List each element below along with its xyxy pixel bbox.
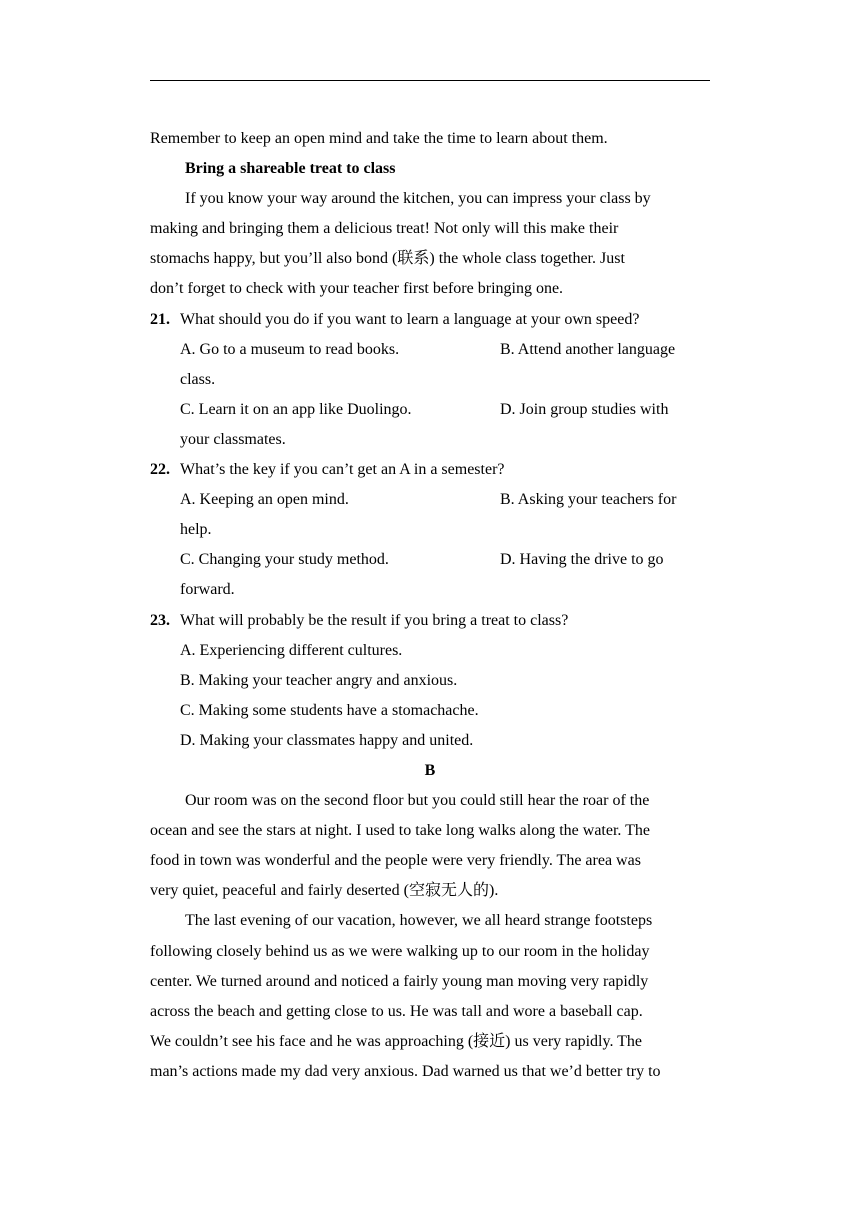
option-d: D. Making your classmates happy and united. <box>180 731 474 749</box>
header-rule <box>150 80 710 81</box>
paragraph-line: man’s actions made my dad very anxious. Dad warned us that we’d better try to <box>150 1062 661 1080</box>
question-number: 21. <box>150 310 170 328</box>
option-d: D. Having the drive to go <box>500 551 664 569</box>
option-row <box>150 485 710 515</box>
question-stem: What will probably be the result if you bring a treat to class? <box>180 611 569 629</box>
paragraph-line: very quiet, peaceful and fairly deserted (空寂无人的). <box>150 882 499 900</box>
paragraph-line: stomachs happy, but you’ll also bond (联系) the whole class together. Just <box>150 250 625 268</box>
paragraph-line: center. We turned around and noticed a fairly young man moving very rapidly <box>150 972 649 990</box>
paragraph-line: across the beach and getting close to us. He was tall and wore a baseball cap. <box>150 1002 643 1020</box>
option-b: B. Asking your teachers for <box>500 491 677 509</box>
option-b-wrap: class. <box>180 370 216 388</box>
question-21 <box>150 305 710 335</box>
question-stem: What’s the key if you can’t get an A in a semester? <box>180 461 505 479</box>
option-c: C. Making some students have a stomachache. <box>180 701 479 719</box>
paragraph-line: Our room was on the second floor but you could still hear the roar of the <box>185 792 650 810</box>
option-b: B. Making your teacher angry and anxious. <box>180 671 458 689</box>
paragraph-line: If you know your way around the kitchen, you can impress your class by <box>185 190 651 208</box>
option-d-wrap: your classmates. <box>180 430 286 448</box>
page-content <box>150 124 710 1087</box>
option-a: A. Go to a museum to read books. <box>180 340 400 358</box>
question-22 <box>150 455 710 485</box>
passage-a-closing-line: Remember to keep an open mind and take the time to learn about them. <box>150 130 608 147</box>
paragraph-line: We couldn’t see his face and he was approaching (接近) us very rapidly. The <box>150 1032 643 1050</box>
option-b: B. Attend another language <box>500 340 676 358</box>
option-row <box>150 545 710 575</box>
option-a: A. Keeping an open mind. <box>180 491 349 509</box>
question-23 <box>150 606 710 636</box>
option-c: C. Learn it on an app like Duolingo. <box>180 400 412 418</box>
question-number: 22. <box>150 461 170 479</box>
paragraph-line: ocean and see the stars at night. I used to take long walks along the water. The <box>150 822 650 840</box>
option-a: A. Experiencing different cultures. <box>180 641 403 659</box>
paragraph-line: The last evening of our vacation, however, we all heard strange footsteps <box>185 912 653 930</box>
question-number: 23. <box>150 611 170 629</box>
option-d-wrap: forward. <box>180 581 235 599</box>
question-stem: What should you do if you want to learn a language at your own speed? <box>180 310 640 328</box>
option-row <box>150 335 710 365</box>
passage-label: B <box>424 761 436 779</box>
section-heading: Bring a shareable treat to class <box>185 160 396 178</box>
option-b-wrap: help. <box>180 521 212 539</box>
paragraph-line: don’t forget to check with your teacher first before bringing one. <box>150 280 564 298</box>
paragraph-line: food in town was wonderful and the people were very friendly. The area was <box>150 852 641 870</box>
paragraph-line: making and bringing them a delicious treat! Not only will this make their <box>150 220 619 238</box>
option-c: C. Changing your study method. <box>180 551 389 569</box>
paragraph-line: following closely behind us as we were walking up to our room in the holiday <box>150 942 650 960</box>
option-row <box>150 395 710 425</box>
option-d: D. Join group studies with <box>500 400 669 418</box>
